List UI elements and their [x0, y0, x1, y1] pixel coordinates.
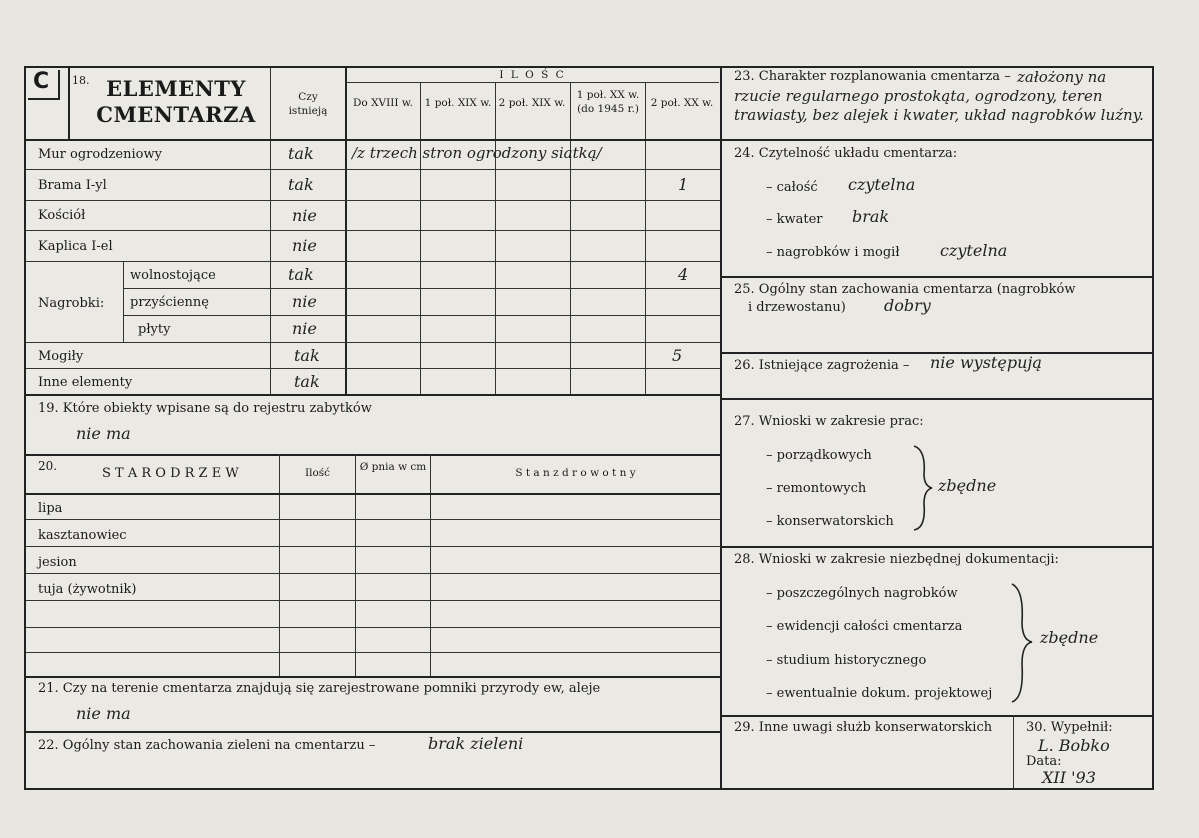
s30-date-label: Data:	[1026, 754, 1062, 769]
tree-kasztanowiec: kasztanowiec	[38, 528, 127, 543]
s22-label: 22. Ogólny stan zachowania zieleni na cmentarzu –	[38, 738, 376, 753]
s26-answer: nie występują	[930, 353, 1042, 372]
s25-answer: dobry	[884, 296, 931, 315]
period-3: 2 poł. XIX w.	[498, 97, 566, 109]
tree-lipa: lipa	[38, 501, 63, 516]
exists-graves: tak	[294, 346, 320, 365]
s18-title-line2: CMENTARZA	[96, 102, 256, 127]
s24-answer-whole: czytelna	[848, 175, 916, 194]
row-label-other: Inne elementy	[38, 375, 133, 390]
exists-wall: tak	[288, 144, 314, 163]
period-5: 2 poł. XX w.	[650, 97, 714, 109]
s20-col-pnia: Ø pnia w cm	[359, 461, 427, 473]
s24-item-graves: – nagrobków i mogił	[766, 245, 900, 260]
col-ilosc-header: I L O Ś C	[499, 69, 566, 81]
s18-title-line1: ELEMENTY	[106, 76, 246, 101]
row-label-tombstones-group: Nagrobki:	[38, 296, 105, 311]
exists-freestanding: tak	[288, 265, 314, 284]
s27-item-cleanup: – porządkowych	[766, 448, 872, 463]
col-exists-header: Czy istnieją	[288, 91, 328, 117]
s26-label: 26. Istniejące zagrożenia –	[734, 358, 910, 373]
s20-number: 20.	[38, 459, 58, 473]
section-letter: C	[33, 69, 50, 94]
s30-label: 30. Wypełnił:	[1026, 720, 1113, 735]
s28-item-records: – ewidencji całości cmentarza	[766, 619, 963, 634]
row-label-wall-mounted: przyściennę	[130, 295, 209, 310]
count-freestanding: 4	[678, 265, 689, 284]
s24-answer-graves: czytelna	[940, 241, 1008, 260]
s28-item-individual: – poszczególnych nagrobków	[766, 586, 958, 601]
s25-label-line1: 25. Ogólny stan zachowania cmentarza (nagrobków	[734, 282, 1076, 297]
s28-answer: zbędne	[1040, 628, 1099, 647]
s23-label: 23. Charakter rozplanowania cmentarza –	[734, 69, 1011, 84]
period-4: 1 poł. XX w. (do 1945 r.)	[576, 89, 640, 115]
s24-label: 24. Czytelność układu cmentarza:	[734, 146, 958, 161]
count-graves: 5	[672, 346, 683, 365]
s21-label: 21. Czy na terenie cmentarza znajdują się zarejestrowane pomniki przyrody ew, aleje	[38, 681, 601, 696]
s22-answer: brak zieleni	[428, 734, 524, 753]
row-label-graves: Mogiły	[38, 349, 84, 364]
s20-col-ilosc: Ilość	[304, 467, 331, 479]
s20-title: S T A R O D R Z E W	[102, 466, 239, 481]
row-label-chapel: Kaplica I-el	[38, 239, 113, 254]
cemetery-record-card	[24, 66, 1154, 790]
s19-answer: nie ma	[76, 424, 131, 443]
s28-brace	[1010, 582, 1036, 704]
row-label-freestanding: wolnostojące	[130, 268, 216, 283]
row-label-slabs: płyty	[138, 322, 171, 337]
period-1: Do XVIII w.	[353, 97, 413, 109]
exists-other: tak	[294, 372, 320, 391]
exists-chapel: nie	[292, 236, 317, 255]
s29-label: 29. Inne uwagi służb konserwatorskich	[734, 720, 993, 735]
s27-item-repair: – remontowych	[766, 481, 867, 496]
s27-brace	[912, 444, 936, 532]
s30-name: L. Bobko	[1038, 736, 1110, 755]
wall-note: /z trzech stron ogrodzony siatką/	[352, 144, 602, 162]
s27-answer: zbędne	[938, 476, 997, 495]
s21-answer: nie ma	[76, 704, 131, 723]
row-label-wall: Mur ogrodzeniowy	[38, 147, 162, 162]
s25-label-line2: i drzewostanu)	[748, 300, 846, 315]
row-label-gate: Brama I-yl	[38, 178, 107, 193]
exists-gate: tak	[288, 175, 314, 194]
period-2: 1 poł. XIX w.	[424, 97, 492, 109]
tree-jesion: jesion	[38, 555, 77, 570]
row-label-church: Kościół	[38, 208, 86, 223]
s28-item-design: – ewentualnie dokum. projektowej	[766, 686, 993, 701]
s24-item-quarters: – kwater	[766, 212, 823, 227]
s28-item-historical: – studium historycznego	[766, 653, 927, 668]
exists-wall-mounted: nie	[292, 292, 317, 311]
s27-item-conservation: – konserwatorskich	[766, 514, 894, 529]
s30-date: XII '93	[1042, 768, 1096, 787]
tree-tuja: tuja (żywotnik)	[38, 582, 137, 597]
s28-label: 28. Wnioski w zakresie niezbędnej dokumentacji:	[734, 552, 1059, 567]
s24-answer-quarters: brak	[852, 207, 890, 226]
s19-label: 19. Które obiekty wpisane są do rejestru zabytków	[38, 401, 372, 416]
s23-answer: założony na rzucie regularnego prostokąta, ogrodzony, teren trawiasty, bez alejek i kwater, układ nagrobków luźny.	[734, 68, 1144, 124]
exists-slabs: nie	[292, 319, 317, 338]
count-gate: 1	[678, 175, 689, 194]
exists-church: nie	[292, 206, 317, 225]
s27-label: 27. Wnioski w zakresie prac:	[734, 414, 924, 429]
s24-item-whole: – całość	[766, 180, 818, 195]
s18-number: 18.	[72, 74, 90, 87]
s20-col-stan: S t a n z d r o w o t n y	[515, 467, 636, 479]
